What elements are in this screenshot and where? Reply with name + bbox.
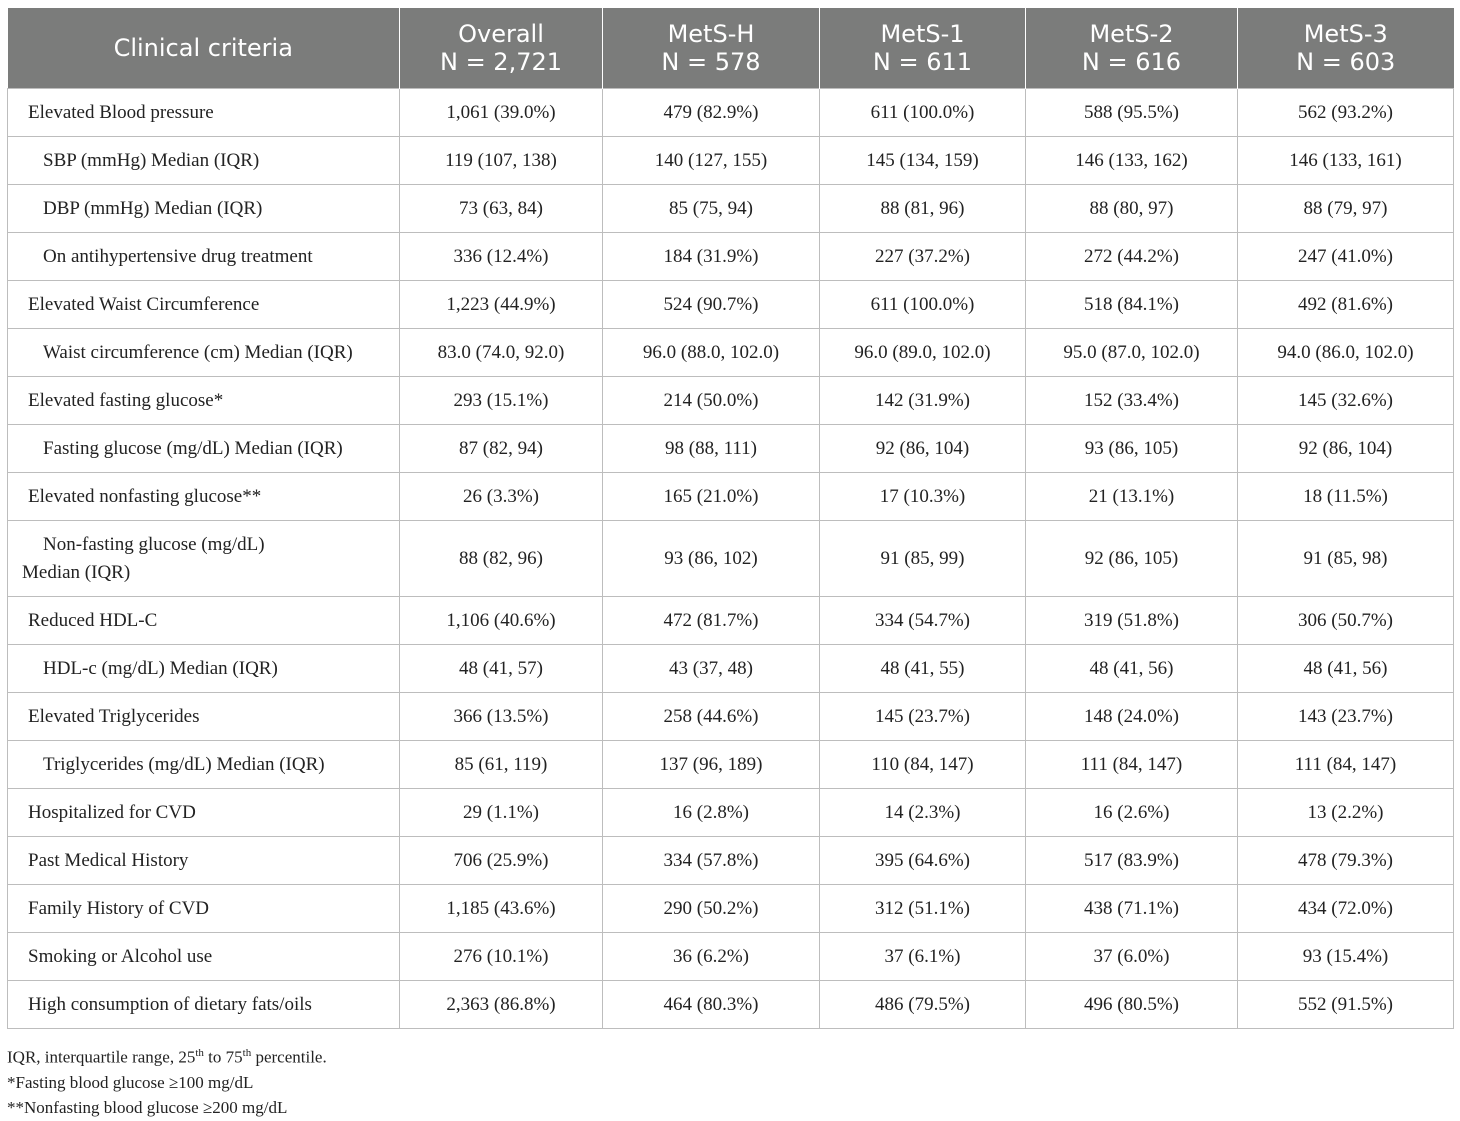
table-cell: 479 (82.9%) <box>603 89 820 137</box>
table-cell: 111 (84, 147) <box>1026 741 1238 789</box>
table-cell: 94.0 (86.0, 102.0) <box>1238 329 1454 377</box>
header-group-name: MetS-2 <box>1089 20 1174 48</box>
row-label: SBP (mmHg) Median (IQR) <box>8 137 400 185</box>
table-cell: 611 (100.0%) <box>820 281 1026 329</box>
table-cell: 95.0 (87.0, 102.0) <box>1026 329 1238 377</box>
header-group-name: MetS-1 <box>880 20 965 48</box>
table-cell: 93 (86, 102) <box>603 521 820 597</box>
header-group-name: Overall <box>458 20 544 48</box>
row-label: High consumption of dietary fats/oils <box>8 981 400 1029</box>
table-cell: 48 (41, 57) <box>400 645 603 693</box>
clinical-criteria-table <box>7 8 1454 1029</box>
table-cell: 21 (13.1%) <box>1026 473 1238 521</box>
table-cell: 111 (84, 147) <box>1238 741 1454 789</box>
table-cell: 37 (6.1%) <box>820 933 1026 981</box>
table-cell: 152 (33.4%) <box>1026 377 1238 425</box>
table-cell: 26 (3.3%) <box>400 473 603 521</box>
header-group-n: N = 616 <box>1081 48 1182 76</box>
row-label: Elevated nonfasting glucose** <box>8 473 400 521</box>
table-cell: 96.0 (89.0, 102.0) <box>820 329 1026 377</box>
table-cell: 165 (21.0%) <box>603 473 820 521</box>
header-group-n: N = 611 <box>872 48 973 76</box>
table-cell: 1,185 (43.6%) <box>400 885 603 933</box>
table-cell: 184 (31.9%) <box>603 233 820 281</box>
table-cell: 214 (50.0%) <box>603 377 820 425</box>
header-criteria: Clinical criteria <box>8 8 400 89</box>
row-label: Reduced HDL-C <box>8 597 400 645</box>
table-cell: 293 (15.1%) <box>400 377 603 425</box>
row-label: Elevated Triglycerides <box>8 693 400 741</box>
table-row <box>8 137 1454 185</box>
header-group <box>400 8 603 89</box>
table-row <box>8 473 1454 521</box>
header-row <box>8 8 1454 89</box>
table-cell: 517 (83.9%) <box>1026 837 1238 885</box>
table-cell: 88 (79, 97) <box>1238 185 1454 233</box>
footnote-nonfasting: **Nonfasting blood glucose ≥200 mg/dL <box>7 1097 288 1117</box>
row-label: DBP (mmHg) Median (IQR) <box>8 185 400 233</box>
header-group <box>1026 8 1238 89</box>
table-cell: 85 (61, 119) <box>400 741 603 789</box>
table-cell: 17 (10.3%) <box>820 473 1026 521</box>
table-cell: 43 (37, 48) <box>603 645 820 693</box>
table-cell: 588 (95.5%) <box>1026 89 1238 137</box>
table-cell: 29 (1.1%) <box>400 789 603 837</box>
table-row <box>8 645 1454 693</box>
table-row <box>8 233 1454 281</box>
table-cell: 92 (86, 104) <box>1238 425 1454 473</box>
table-cell: 486 (79.5%) <box>820 981 1026 1029</box>
row-label: HDL-c (mg/dL) Median (IQR) <box>8 645 400 693</box>
table-row <box>8 521 1454 597</box>
table-cell: 611 (100.0%) <box>820 89 1026 137</box>
table-cell: 145 (32.6%) <box>1238 377 1454 425</box>
table-cell: 48 (41, 55) <box>820 645 1026 693</box>
table-row <box>8 329 1454 377</box>
table-cell: 110 (84, 147) <box>820 741 1026 789</box>
table-cell: 13 (2.2%) <box>1238 789 1454 837</box>
table-row <box>8 597 1454 645</box>
row-label: Family History of CVD <box>8 885 400 933</box>
table-cell: 18 (11.5%) <box>1238 473 1454 521</box>
table-cell: 93 (86, 105) <box>1026 425 1238 473</box>
table-row <box>8 281 1454 329</box>
table-cell: 290 (50.2%) <box>603 885 820 933</box>
table-row <box>8 933 1454 981</box>
footnote-iqr-text: to 75 <box>203 1047 243 1067</box>
table-cell: 472 (81.7%) <box>603 597 820 645</box>
table-cell: 247 (41.0%) <box>1238 233 1454 281</box>
table-cell: 366 (13.5%) <box>400 693 603 741</box>
table-cell: 85 (75, 94) <box>603 185 820 233</box>
row-label: Smoking or Alcohol use <box>8 933 400 981</box>
table-cell: 143 (23.7%) <box>1238 693 1454 741</box>
table-cell: 319 (51.8%) <box>1026 597 1238 645</box>
table-cell: 16 (2.8%) <box>603 789 820 837</box>
table-cell: 73 (63, 84) <box>400 185 603 233</box>
table-cell: 93 (15.4%) <box>1238 933 1454 981</box>
footnote-iqr-text: IQR, interquartile range, 25 <box>7 1047 196 1067</box>
table-cell: 227 (37.2%) <box>820 233 1026 281</box>
table-cell: 706 (25.9%) <box>400 837 603 885</box>
table-cell: 88 (82, 96) <box>400 521 603 597</box>
header-group <box>1238 8 1454 89</box>
table-cell: 96.0 (88.0, 102.0) <box>603 329 820 377</box>
table-cell: 518 (84.1%) <box>1026 281 1238 329</box>
table-cell: 119 (107, 138) <box>400 137 603 185</box>
table-cell: 306 (50.7%) <box>1238 597 1454 645</box>
table-cell: 336 (12.4%) <box>400 233 603 281</box>
table-cell: 48 (41, 56) <box>1026 645 1238 693</box>
table-row <box>8 377 1454 425</box>
footnote-iqr <box>7 1041 327 1070</box>
table-row <box>8 837 1454 885</box>
table-cell: 16 (2.6%) <box>1026 789 1238 837</box>
row-label: Fasting glucose (mg/dL) Median (IQR) <box>8 425 400 473</box>
row-label: Hospitalized for CVD <box>8 789 400 837</box>
table-cell: 146 (133, 162) <box>1026 137 1238 185</box>
footnote-fasting: *Fasting blood glucose ≥100 mg/dL <box>7 1072 254 1092</box>
table-cell: 98 (88, 111) <box>603 425 820 473</box>
table-cell: 434 (72.0%) <box>1238 885 1454 933</box>
table-cell: 496 (80.5%) <box>1026 981 1238 1029</box>
table-cell: 334 (54.7%) <box>820 597 1026 645</box>
table-row <box>8 981 1454 1029</box>
table-cell: 464 (80.3%) <box>603 981 820 1029</box>
header-group-n: N = 2,721 <box>439 48 563 76</box>
table-cell: 142 (31.9%) <box>820 377 1026 425</box>
table-cell: 14 (2.3%) <box>820 789 1026 837</box>
table-cell: 334 (57.8%) <box>603 837 820 885</box>
table-cell: 140 (127, 155) <box>603 137 820 185</box>
table-cell: 312 (51.1%) <box>820 885 1026 933</box>
table-cell: 2,363 (86.8%) <box>400 981 603 1029</box>
footnote-iqr-text: percentile. <box>251 1047 327 1067</box>
header-group-name: MetS-3 <box>1303 20 1388 48</box>
table-row <box>8 885 1454 933</box>
table-cell: 1,061 (39.0%) <box>400 89 603 137</box>
table-cell: 48 (41, 56) <box>1238 645 1454 693</box>
table-cell: 492 (81.6%) <box>1238 281 1454 329</box>
table-row <box>8 693 1454 741</box>
row-label: Elevated Blood pressure <box>8 89 400 137</box>
header-group-n: N = 578 <box>661 48 761 76</box>
table-cell: 1,106 (40.6%) <box>400 597 603 645</box>
table-cell: 87 (82, 94) <box>400 425 603 473</box>
header-group <box>603 8 820 89</box>
table-row <box>8 185 1454 233</box>
table-cell: 146 (133, 161) <box>1238 137 1454 185</box>
table-cell: 36 (6.2%) <box>603 933 820 981</box>
header-group <box>820 8 1026 89</box>
table-row <box>8 789 1454 837</box>
table-cell: 37 (6.0%) <box>1026 933 1238 981</box>
row-label: Waist circumference (cm) Median (IQR) <box>8 329 400 377</box>
row-label: Triglycerides (mg/dL) Median (IQR) <box>8 741 400 789</box>
table-cell: 91 (85, 99) <box>820 521 1026 597</box>
table-cell: 524 (90.7%) <box>603 281 820 329</box>
table-cell: 478 (79.3%) <box>1238 837 1454 885</box>
table-cell: 1,223 (44.9%) <box>400 281 603 329</box>
table-cell: 92 (86, 104) <box>820 425 1026 473</box>
row-label-line1: Non-fasting glucose (mg/dL) <box>43 533 265 555</box>
table-cell: 562 (93.2%) <box>1238 89 1454 137</box>
table-cell: 91 (85, 98) <box>1238 521 1454 597</box>
row-label <box>8 521 400 597</box>
footnote-superscript: th <box>195 1047 204 1059</box>
table-row <box>8 425 1454 473</box>
table-cell: 272 (44.2%) <box>1026 233 1238 281</box>
row-label: On antihypertensive drug treatment <box>8 233 400 281</box>
table-cell: 395 (64.6%) <box>820 837 1026 885</box>
footnote-superscript: th <box>242 1047 252 1059</box>
table-cell: 88 (81, 96) <box>820 185 1026 233</box>
table-cell: 258 (44.6%) <box>603 693 820 741</box>
table-cell: 83.0 (74.0, 92.0) <box>400 329 603 377</box>
table-cell: 552 (91.5%) <box>1238 981 1454 1029</box>
table-cell: 88 (80, 97) <box>1026 185 1238 233</box>
table-cell: 148 (24.0%) <box>1026 693 1238 741</box>
table-cell: 145 (23.7%) <box>820 693 1026 741</box>
table-row <box>8 741 1454 789</box>
table-cell: 438 (71.1%) <box>1026 885 1238 933</box>
row-label-line2: Median (IQR) <box>22 561 131 583</box>
header-group-n: N = 603 <box>1296 48 1396 76</box>
table-container <box>7 8 1453 1029</box>
row-label: Elevated fasting glucose* <box>8 377 400 425</box>
table-cell: 137 (96, 189) <box>603 741 820 789</box>
row-label: Elevated Waist Circumference <box>8 281 400 329</box>
row-label: Past Medical History <box>8 837 400 885</box>
table-cell: 145 (134, 159) <box>820 137 1026 185</box>
table-cell: 92 (86, 105) <box>1026 521 1238 597</box>
table-row <box>8 89 1454 137</box>
table-cell: 276 (10.1%) <box>400 933 603 981</box>
header-group-name: MetS-H <box>667 20 755 48</box>
table-footnotes <box>7 1041 327 1120</box>
